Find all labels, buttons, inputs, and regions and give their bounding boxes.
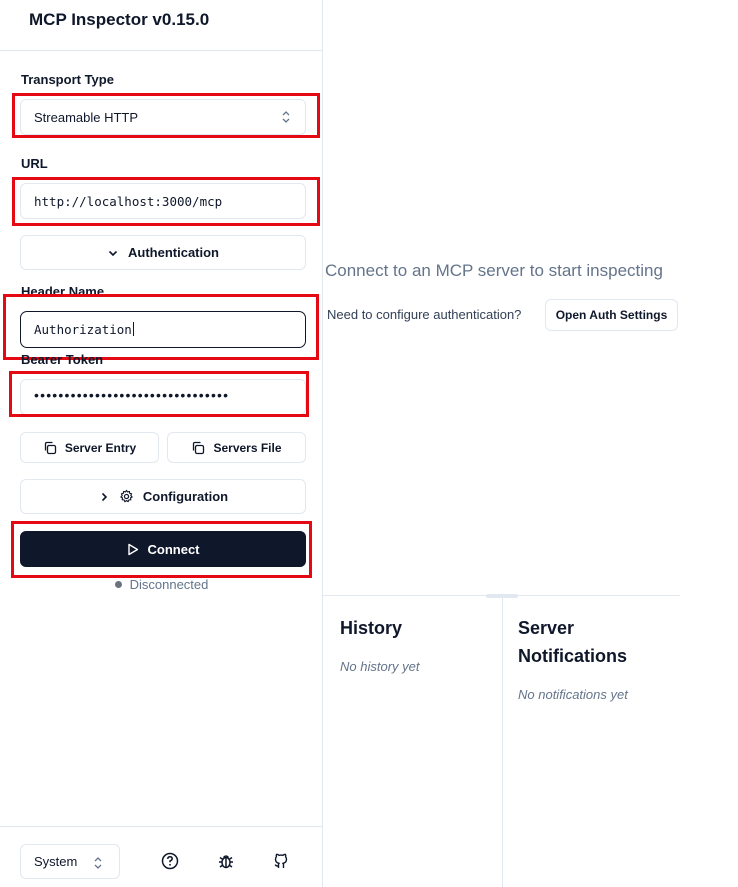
- status-dot: [115, 581, 122, 588]
- copy-servers-file-button[interactable]: [167, 432, 306, 463]
- configuration-toggle-button[interactable]: [20, 479, 306, 514]
- copy-icon: [43, 441, 57, 455]
- sidebar: [0, 0, 323, 887]
- authentication-label: Authentication: [128, 245, 219, 260]
- theme-select[interactable]: [20, 844, 120, 879]
- empty-state-title: Connect to an MCP server to start inspecting: [325, 261, 663, 280]
- bottom-panels: [323, 595, 680, 887]
- sidebar-header: [0, 0, 322, 51]
- notifications-title-line2: Notifications: [518, 646, 628, 666]
- url-value: http://localhost:3000/mcp: [34, 194, 223, 209]
- theme-value: System: [34, 854, 78, 869]
- play-icon: [127, 543, 139, 556]
- gear-icon: [119, 489, 134, 504]
- auth-prompt-text: Need to configure authentication?: [327, 307, 522, 322]
- servers-file-label: Servers File: [213, 440, 282, 455]
- url-input[interactable]: [20, 183, 306, 219]
- open-auth-settings-button[interactable]: Open Auth Settings: [545, 299, 678, 331]
- header-name-value: [34, 322, 134, 337]
- text-caret: [133, 322, 134, 336]
- help-circle-icon[interactable]: [160, 851, 180, 871]
- bug-icon[interactable]: [216, 851, 236, 871]
- header-name-text: Authorization: [34, 322, 132, 337]
- notifications-empty-text: No notifications yet: [518, 687, 628, 702]
- server-entry-label: Server Entry: [64, 440, 137, 455]
- sidebar-footer: [0, 826, 322, 887]
- connect-button[interactable]: [20, 531, 306, 567]
- configuration-label: Configuration: [142, 489, 229, 504]
- header-name-input[interactable]: [20, 311, 306, 348]
- chevron-up-down-icon: [93, 855, 103, 871]
- url-label: URL: [21, 156, 48, 171]
- transport-type-label: Transport Type: [21, 72, 114, 87]
- history-title: History: [340, 618, 403, 638]
- copy-icon: [191, 441, 205, 455]
- chevron-right-icon: [98, 491, 110, 503]
- transport-type-value: Streamable HTTP: [34, 110, 139, 125]
- header-name-label: Header Name: [21, 284, 105, 299]
- transport-type-select[interactable]: [20, 99, 306, 135]
- github-icon[interactable]: [271, 851, 291, 871]
- chevron-down-icon: [107, 247, 119, 259]
- copy-server-entry-button[interactable]: [20, 432, 159, 463]
- app-title: MCP Inspector v0.15.0: [29, 10, 210, 29]
- bearer-token-input[interactable]: [20, 379, 306, 415]
- connect-label: Connect: [147, 541, 200, 557]
- bearer-token-value: ••••••••••••••••••••••••••••••••: [34, 387, 230, 403]
- panel-divider: [502, 596, 503, 887]
- status-text: Disconnected: [129, 577, 209, 592]
- main-content: [323, 0, 738, 887]
- bearer-token-label: Bearer Token: [21, 352, 104, 367]
- chevron-up-down-icon: [281, 109, 291, 125]
- notifications-title-line1: Server: [518, 618, 575, 638]
- authentication-toggle-button[interactable]: [20, 235, 306, 270]
- connection-status: [0, 577, 323, 592]
- history-empty-text: No history yet: [340, 659, 420, 674]
